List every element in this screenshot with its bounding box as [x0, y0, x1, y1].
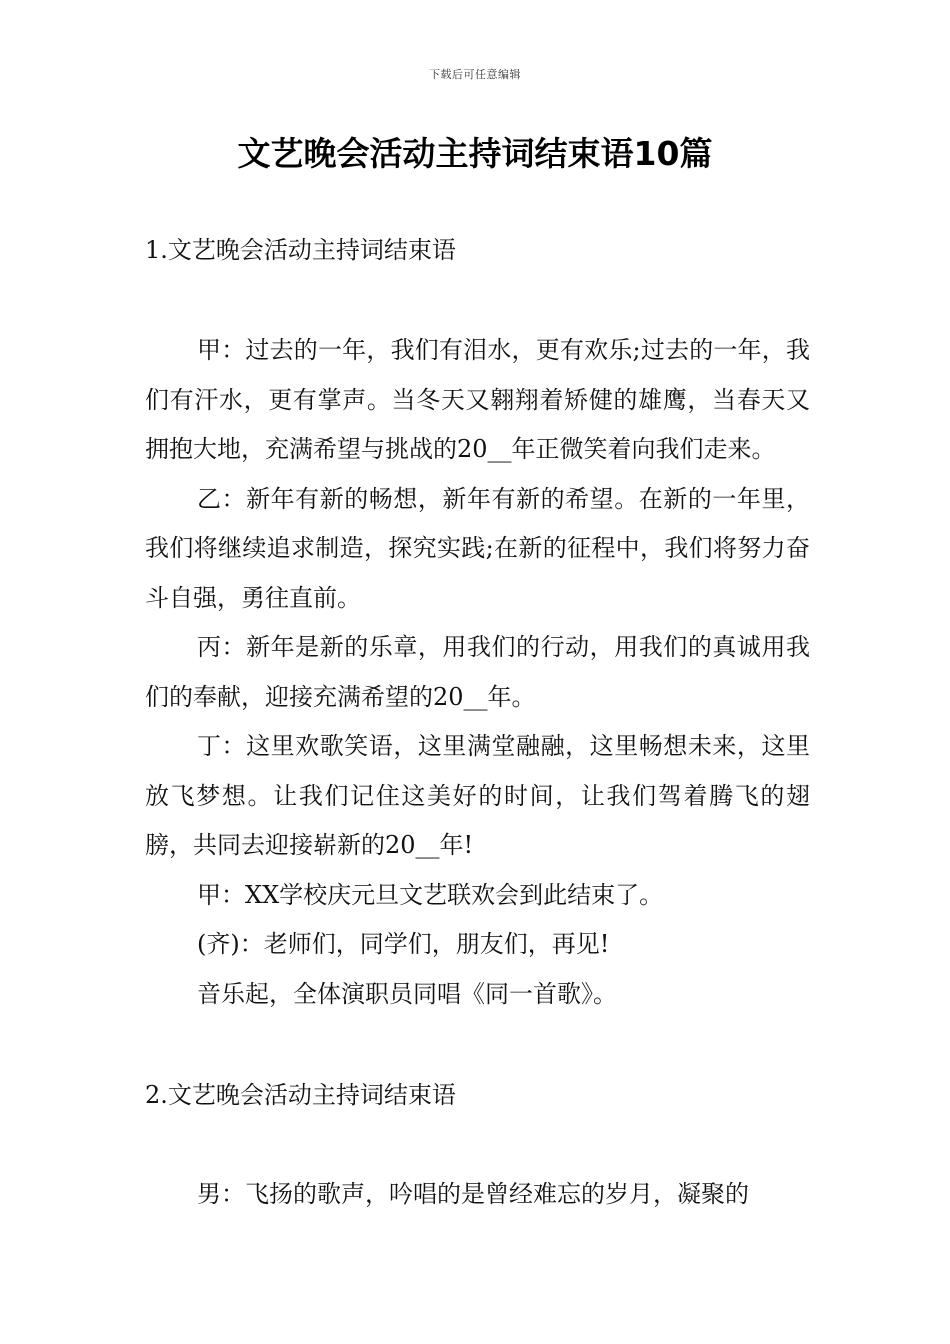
paragraph: (齐)：老师们，同学们，朋友们，再见!: [197, 930, 610, 958]
paragraph: 男：飞扬的歌声，吟唱的是曾经难忘的岁月，凝聚的: [197, 1180, 749, 1208]
paragraph: 甲：XX学校庆元旦文艺联欢会到此结束了。: [197, 880, 664, 909]
section-2-heading: 2.文艺晚会活动主持词结束语: [145, 1081, 456, 1109]
paragraph: 丁：这里欢歌笑语，这里满堂融融，这里畅想未来，这里放飞梦想。让我们记住这美好的时间，让我们驾着腾飞的翅膀，共同去迎接崭新的20__年!: [145, 732, 810, 859]
paragraph: 乙：新年有新的畅想，新年有新的希望。在新的一年里，我们将继续追求制造，探究实践;在新的征程中，我们将努力奋斗自强，勇往直前。: [145, 484, 810, 612]
header-note: 下载后可任意编辑: [429, 68, 521, 81]
paragraph: 音乐起，全体演职员同唱《同一首歌》。: [197, 979, 617, 1008]
section-1-body: [145, 326, 810, 1019]
section-1-heading: 1.文艺晚会活动主持词结束语: [145, 236, 456, 264]
section-2-body: [145, 1170, 810, 1220]
paragraph: 甲：过去的一年，我们有泪水，更有欢乐;过去的一年，我们有汗水，更有掌声。当冬天又翱翔着矫健的雄鹰，当春天又拥抱大地，充满希望与挑战的20__年正微笑着向我们走来。: [145, 336, 810, 463]
paragraph: 丙：新年是新的乐章，用我们的行动，用我们的真诚用我们的奉献，迎接充满希望的20__年。: [145, 633, 810, 711]
document-title: 文艺晚会活动主持词结束语10篇: [237, 134, 713, 173]
